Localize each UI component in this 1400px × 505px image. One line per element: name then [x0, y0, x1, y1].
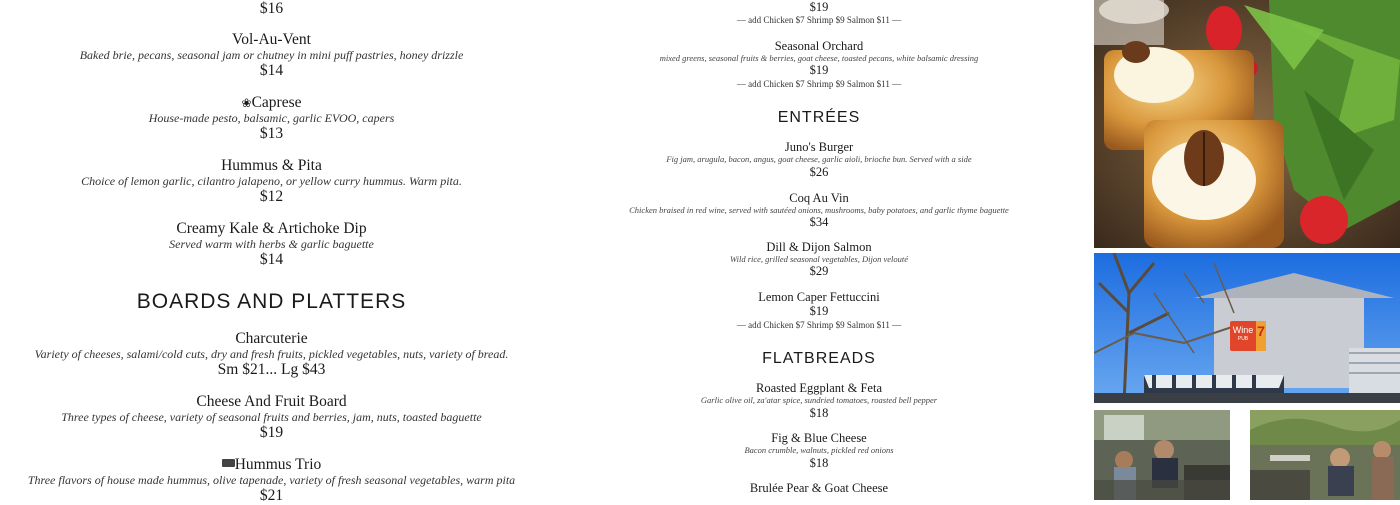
item-title: Dill & Dijon Salmon: [766, 240, 872, 254]
item-title: Roasted Eggplant & Feta: [755, 381, 883, 395]
sign-number: 7: [1257, 323, 1265, 339]
item-price: $34: [809, 215, 829, 229]
item-desc: Wild rice, grilled seasonal vegetables, Dijon velouté: [730, 254, 908, 264]
item-price: $21: [259, 487, 284, 504]
item-price: $19: [809, 0, 829, 14]
item-desc: Choice of lemon garlic, cilantro jalapeno, or yellow curry hummus. Warm pita.: [81, 174, 462, 188]
vegan-icon: ❀: [241, 96, 252, 110]
vegan-badge-icon: [222, 459, 235, 467]
item-desc: Variety of cheeses, salami/cold cuts, dry and fresh fruits, pickled vegetables, nuts, variety of bread.: [34, 347, 509, 361]
item-price: $18: [809, 406, 829, 420]
item-desc: Fig jam, arugula, bacon, angus, goat cheese, garlic aioli, brioche bun. Served with a side: [666, 154, 972, 164]
item-title: Cheese And Fruit Board: [196, 393, 347, 410]
item-price: $14: [259, 251, 284, 268]
patio-photo-left: [1094, 410, 1230, 500]
item-title: Caprese: [251, 94, 302, 111]
photo-gap: [1230, 410, 1250, 500]
patio-left-illustration: [1094, 410, 1230, 500]
photo-strip: [1094, 0, 1400, 500]
item-desc: Bacon crumble, walnuts, pickled red onions: [744, 445, 894, 455]
section-heading: FLATBREADS: [762, 350, 876, 367]
item-title: Charcuterie: [235, 330, 308, 347]
item-price: $26: [809, 165, 829, 179]
food-photo: [1094, 0, 1400, 248]
item-desc: Three flavors of house made hummus, olive tapenade, variety of fresh seasonal vegetables, warm pita: [27, 473, 516, 487]
item-desc: Chicken braised in red wine, served with sautéed onions, mushrooms, baby potatoes, and garlic thyme baguette: [629, 205, 1009, 215]
patio-right-illustration: [1250, 410, 1400, 500]
item-price: Sm $21... Lg $43: [217, 361, 326, 378]
item-desc: Garlic olive oil, za'atar spice, sundried tomatoes, roasted bell pepper: [700, 395, 938, 405]
item-desc: Baked brie, pecans, seasonal jam or chutney in mini puff pastries, honey drizzle: [79, 48, 464, 62]
item-title: Creamy Kale & Artichoke Dip: [176, 220, 367, 237]
add-protein-note: — add Chicken $7 Shrimp $9 Salmon $11 —: [736, 320, 902, 330]
sign-subtext: PUB: [1237, 336, 1249, 342]
menu-item-hummus-trio: [0, 456, 543, 474]
item-title: Hummus Trio: [234, 456, 322, 473]
restaurant-exterior-photo: [1094, 253, 1400, 403]
item-title: Brulée Pear & Goat Cheese: [749, 481, 889, 495]
item-title: Vol-Au-Vent: [232, 31, 311, 48]
sign-text: Wine: [1232, 325, 1254, 335]
add-protein-note: — add Chicken $7 Shrimp $9 Salmon $11 —: [736, 79, 902, 89]
item-desc: mixed greens, seasonal fruits & berries, goat cheese, toasted pecans, white balsamic dressing: [659, 53, 979, 63]
food-photo-illustration: [1094, 0, 1400, 248]
patio-photo-right: [1250, 410, 1400, 500]
item-price: $19: [259, 424, 284, 441]
add-protein-note: — add Chicken $7 Shrimp $9 Salmon $11 —: [736, 15, 902, 25]
item-title: Seasonal Orchard: [774, 39, 864, 53]
section-heading: ENTRÉES: [777, 109, 861, 126]
item-desc: Three types of cheese, variety of seasonal fruits and berries, jam, nuts, toasted baguette: [61, 410, 482, 424]
item-price: $16: [259, 0, 284, 17]
item-price: $29: [809, 264, 829, 278]
item-price: $12: [259, 188, 284, 205]
menu-item-caprese: [0, 94, 543, 112]
item-title: Lemon Caper Fettuccini: [758, 290, 880, 304]
item-price: $14: [259, 62, 284, 79]
item-price: $19: [809, 63, 829, 77]
item-title: Fig & Blue Cheese: [771, 431, 867, 445]
item-price: $19: [809, 304, 829, 318]
item-price: $13: [259, 125, 284, 142]
item-title: Juno's Burger: [784, 140, 854, 154]
item-title: Coq Au Vin: [789, 191, 849, 205]
item-desc: House-made pesto, balsamic, garlic EVOO, capers: [148, 111, 395, 125]
item-price: $18: [809, 456, 829, 470]
item-desc: Served warm with herbs & garlic baguette: [169, 237, 374, 251]
section-heading: BOARDS AND PLATTERS: [136, 290, 407, 313]
item-title: Hummus & Pita: [221, 157, 322, 174]
